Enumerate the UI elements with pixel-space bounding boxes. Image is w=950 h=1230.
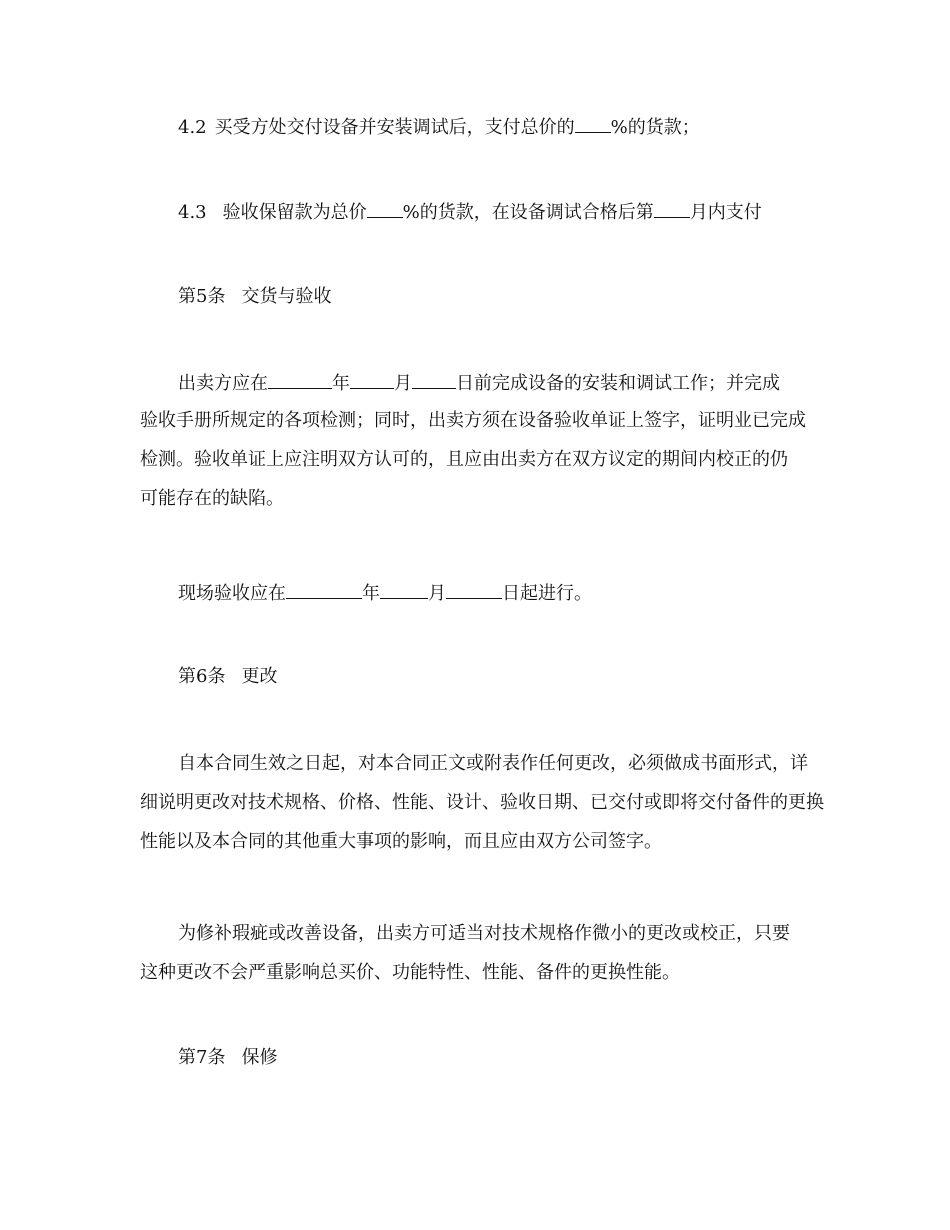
article-5-para2 bbox=[178, 580, 592, 606]
article-6-para2-line1: 为修补瑕疵或改善设备，出卖方可适当对技术规格作微小的更改或校正，只要 bbox=[178, 923, 790, 944]
article-6-para2-line2: 这种更改不会严重影响总买价、功能特性、性能、备件的更换性能。 bbox=[140, 962, 680, 983]
clause-text: 月内支付 bbox=[689, 202, 762, 223]
fill-blank[interactable] bbox=[367, 199, 403, 218]
article-title: 交货与验收 bbox=[241, 286, 332, 307]
year-blank[interactable] bbox=[286, 580, 362, 599]
fill-blank[interactable] bbox=[575, 114, 611, 133]
article-title: 更改 bbox=[241, 666, 278, 687]
article-6-para1-line2: 细说明更改对技术规格、价格、性能、设计、验收日期、已交付或即将交付备件的更换 bbox=[140, 792, 824, 813]
article-number: 第6条 bbox=[178, 666, 226, 687]
text: 现场验收应在 bbox=[178, 583, 286, 604]
text: 月 bbox=[394, 373, 412, 394]
article-6-para1-line1: 自本合同生效之日起，对本合同正文或附表作任何更改，必须做成书面形式，详 bbox=[178, 753, 808, 774]
text: 年 bbox=[362, 583, 380, 604]
clause-number: 4.3 bbox=[178, 202, 207, 223]
article-5-para1-line4: 可能存在的缺陷。 bbox=[140, 488, 284, 509]
text: 日前完成设备的安装和调试工作；并完成 bbox=[456, 373, 780, 394]
article-number: 第5条 bbox=[178, 286, 226, 307]
article-number: 第7条 bbox=[178, 1047, 226, 1068]
article-5-para1-line3: 检测。验收单证上应注明双方认可的，且应由出卖方在双方议定的期间内校正的仍 bbox=[140, 449, 788, 470]
text: 年 bbox=[332, 373, 350, 394]
clause-text: 买受方处交付设备并安装调试后，支付总价的 bbox=[214, 117, 575, 138]
article-6-para1-line3: 性能以及本合同的其他重大事项的影响，而且应由双方公司签字。 bbox=[140, 831, 662, 852]
clause-text: %的货款； bbox=[610, 117, 700, 138]
day-blank[interactable] bbox=[446, 580, 502, 599]
month-blank[interactable] bbox=[380, 580, 428, 599]
article-5-para1-line1 bbox=[178, 370, 780, 396]
article-5-heading bbox=[178, 285, 331, 309]
clause-text: %的货款，在设备调试合格后第 bbox=[402, 202, 654, 223]
article-7-heading bbox=[178, 1046, 277, 1070]
text: 日起进行。 bbox=[502, 583, 592, 604]
clause-4-3 bbox=[178, 199, 762, 225]
clause-4-2 bbox=[178, 114, 700, 140]
month-blank[interactable] bbox=[350, 370, 394, 389]
text: 出卖方应在 bbox=[178, 373, 268, 394]
text: 月 bbox=[428, 583, 446, 604]
article-5-para1-line2: 验收手册所规定的各项检测；同时，出卖方须在设备验收单证上签字，证明业已完成 bbox=[140, 410, 806, 431]
year-blank[interactable] bbox=[268, 370, 332, 389]
fill-blank[interactable] bbox=[654, 199, 690, 218]
article-6-heading bbox=[178, 665, 277, 689]
day-blank[interactable] bbox=[412, 370, 456, 389]
article-title: 保修 bbox=[241, 1047, 278, 1068]
clause-text: 验收保留款为总价 bbox=[222, 202, 367, 223]
clause-number: 4.2 bbox=[178, 117, 207, 138]
